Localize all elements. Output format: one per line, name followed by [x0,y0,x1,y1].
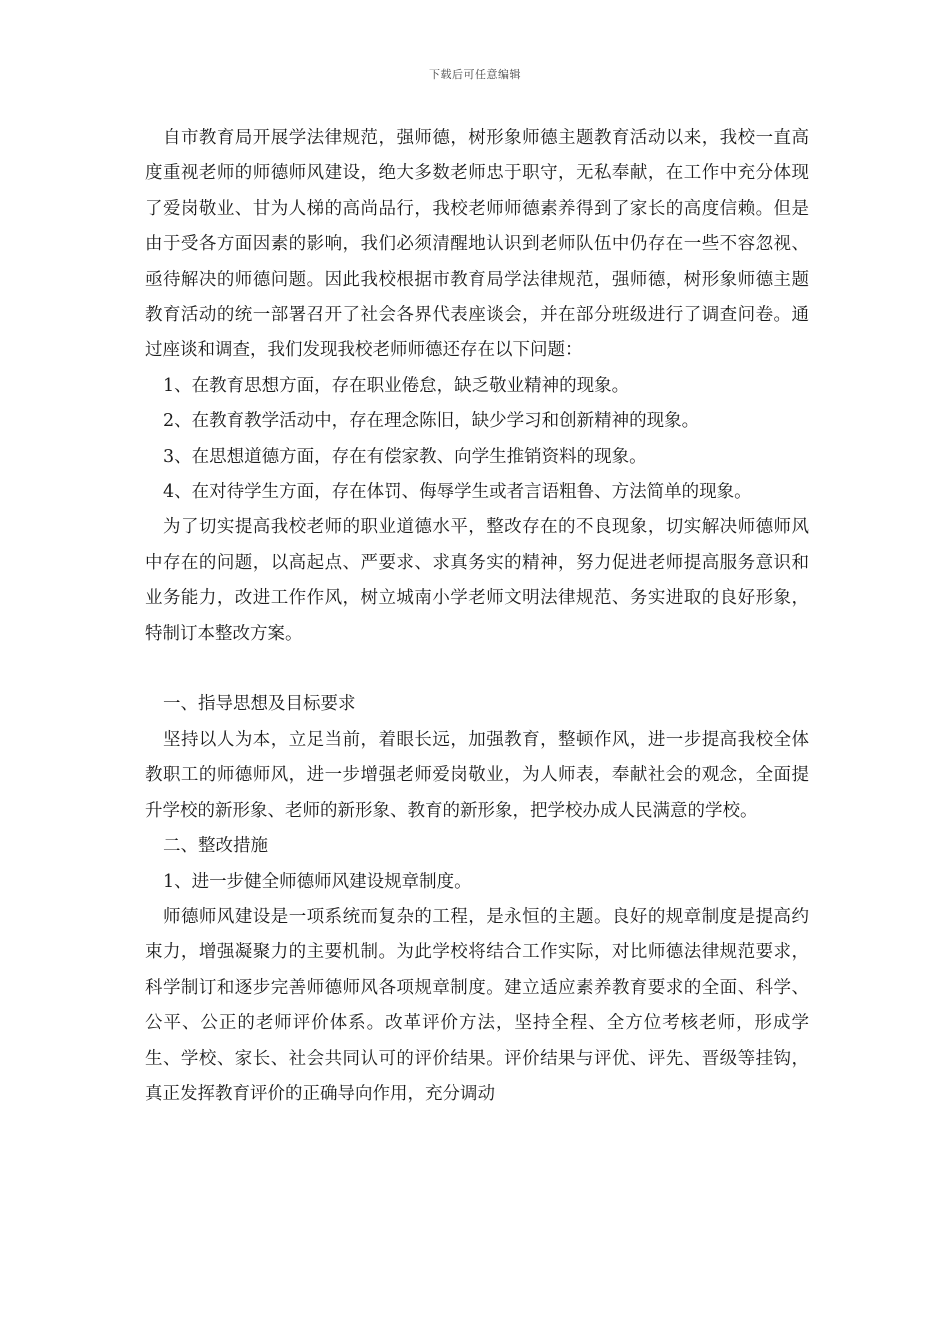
section-heading-guiding-thought: 一、指导思想及目标要求 [163,694,356,715]
purpose-paragraph: 为了切实提高我校老师的职业道德水平，整改存在的不良现象，切实解决师德师风中存在的问题，以高起点、严要求、求真务实的精神，努力促进老师提高服务意识和业务能力，改进工作作风，树立城南小学老师文明法律规范、务实进取的良好形象，特制订本整改方案。 [145,517,809,644]
document-body [145,121,809,1112]
measure-heading: 1、进一步健全师德师风建设规章制度。 [163,871,472,892]
guiding-thought-paragraph: 坚持以人为本，立足当前，着眼长远，加强教育，整顿作风，进一步提高我校全体教职工的师德师风，进一步增强老师爱岗敬业，为人师表，奉献社会的观念，全面提升学校的新形象、老师的新形象、教育的新形象，把学校办成人民满意的学校。 [145,729,809,821]
intro-paragraph: 自市教育局开展学法律规范，强师德，树形象师德主题教育活动以来，我校一直高度重视老师的师德师风建设，绝大多数老师忠于职守，无私奉献，在工作中充分体现了爱岗敬业、甘为人梯的高尚品行，我校老师师德素养得到了家长的高度信赖。但是由于受各方面因素的影响，我们必须清醒地认识到老师队伍中仍存在一些不容忽视、亟待解决的师德问题。因此我校根据市教育局学法律规范，强师德，树形象师德主题教育活动的统一部署召开了社会各界代表座谈会，并在部分班级进行了调查问卷。通过座谈和调查，我们发现我校老师师德还存在以下问题： [145,128,809,361]
section-heading-measures: 二、整改措施 [163,836,268,857]
header-note: 下载后可任意编辑 [429,68,521,81]
problem-item: 4、在对待学生方面，存在体罚、侮辱学生或者言语粗鲁、方法简单的现象。 [163,482,752,503]
blank-line [145,652,809,687]
problem-item: 2、在教育教学活动中，存在理念陈旧，缺少学习和创新精神的现象。 [163,411,700,432]
measure-paragraph: 师德师风建设是一项系统而复杂的工程，是永恒的主题。良好的规章制度是提高约束力，增强凝聚力的主要机制。为此学校将结合工作实际，对比师德法律规范要求，科学制订和逐步完善师德师风各项规章制度。建立适应素养教育要求的全面、科学、公平、公正的老师评价体系。改革评价方法，坚持全程、全方位考核老师，形成学生、学校、家长、社会共同认可的评价结果。评价结果与评优、评先、晋级等挂钩，真正发挥教育评价的正确导向作用，充分调动 [145,906,809,1104]
problem-item: 3、在思想道德方面，存在有偿家教、向学生推销资料的现象。 [163,446,647,467]
problem-item: 1、在教育思想方面，存在职业倦怠，缺乏敬业精神的现象。 [163,375,630,396]
